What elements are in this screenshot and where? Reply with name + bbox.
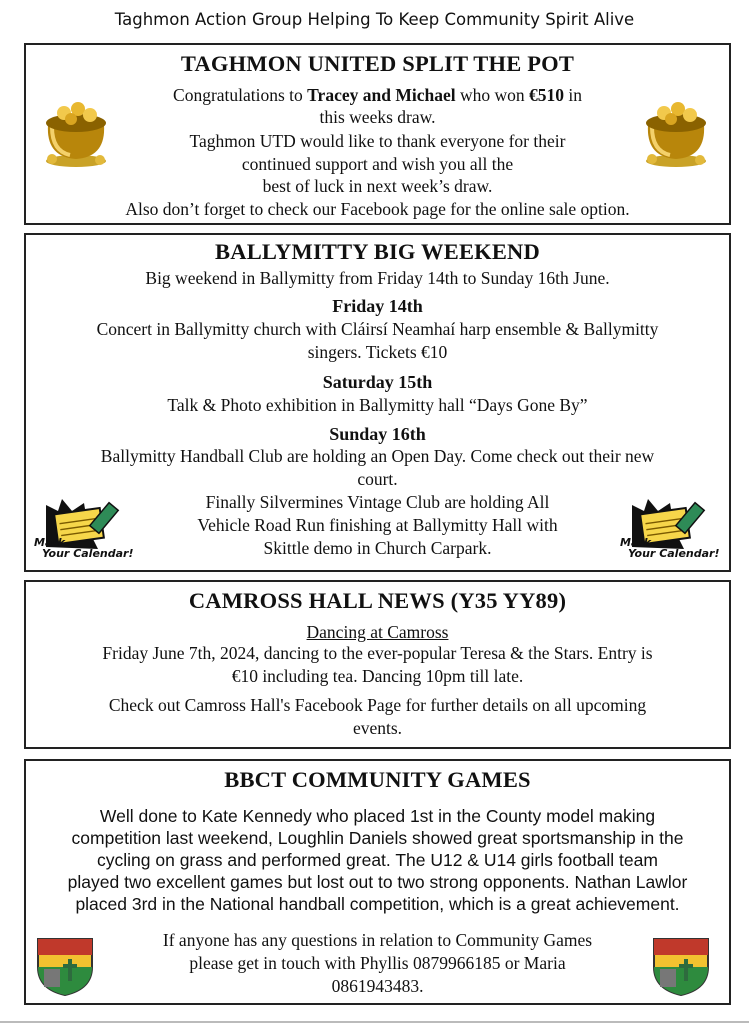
day-heading: Saturday 15th	[322, 372, 433, 392]
body-line: please get in touch with Phyllis 0879966185 or Maria	[189, 953, 566, 973]
ballymitty-section	[24, 233, 731, 572]
day-heading: Sunday 16th	[329, 424, 426, 444]
badge-text	[620, 537, 720, 559]
body-line: continued support and wish you all the	[241, 154, 514, 174]
body-line: Check out Camross Hall's Facebook Page for further details on all upcoming	[108, 695, 647, 715]
body-line: this weeks draw.	[319, 107, 436, 127]
body-line: competition last weekend, Loughlin Daniels showed great sportsmanship in the	[71, 828, 684, 848]
body-line: best of luck in next week’s draw.	[262, 176, 493, 196]
camross-hall-section	[24, 580, 731, 749]
day-heading: Friday 14th	[332, 296, 423, 316]
taghmon-united-section	[24, 43, 731, 225]
badge-line: Your Calendar!	[42, 547, 134, 560]
section-title: BALLYMITTY BIG WEEKEND	[215, 239, 540, 264]
mark-calendar-badge	[618, 497, 728, 567]
body-line: 0861943483.	[331, 976, 424, 996]
badge-line: Mark	[34, 536, 66, 549]
body-line: Skittle demo in Church Carpark.	[263, 538, 492, 558]
body-line: Well done to Kate Kennedy who placed 1st in the County model making	[99, 806, 656, 826]
section-title: TAGHMON UNITED SPLIT THE POT	[180, 51, 575, 76]
body-line: Vehicle Road Run finishing at Ballymitty Hall with	[197, 515, 558, 535]
community-games-section	[24, 759, 731, 1005]
body-line: If anyone has any questions in relation to Community Games	[162, 930, 593, 950]
pot-of-gold-icon	[40, 99, 112, 169]
body-line: played two excellent games but lost out to two strong opponents. Nathan Lawlor	[67, 872, 688, 892]
crest-icon	[650, 933, 712, 997]
section-subtitle: Dancing at Camross	[306, 622, 449, 642]
badge-line: Mark	[620, 536, 652, 549]
badge-text	[34, 537, 134, 559]
body-line: €10 including tea. Dancing 10pm till late.	[231, 666, 524, 686]
mark-calendar-badge	[32, 497, 142, 567]
body-line: Friday June 7th, 2024, dancing to the ever-popular Teresa & the Stars. Entry is	[102, 643, 653, 663]
text-fragment: Congratulations to	[173, 85, 308, 105]
pot-of-gold-icon	[640, 99, 712, 169]
body-line: Ballymitty Handball Club are holding an Open Day. Come check out their new	[100, 446, 655, 466]
body-line: placed 3rd in the National handball competition, which is a great achievement.	[75, 894, 680, 914]
text-fragment: who won	[455, 85, 529, 105]
body-line: singers. Tickets €10	[307, 342, 448, 362]
winners-name: Tracey and Michael	[307, 85, 456, 105]
congrats-line	[26, 85, 729, 106]
bottom-rule	[0, 1021, 749, 1023]
body-line: Concert in Ballymitty church with Cláirsí Neamhaí harp ensemble & Ballymitty	[96, 319, 659, 339]
section-title: CAMROSS HALL NEWS (Y35 YY89)	[188, 588, 567, 613]
body-line: court.	[357, 469, 398, 489]
prize-amount: €510	[528, 85, 564, 105]
crest-icon	[34, 933, 96, 997]
body-line: Talk & Photo exhibition in Ballymitty hall “Days Gone By”	[167, 395, 588, 415]
badge-line: Your Calendar!	[628, 547, 720, 560]
intro-line: Big weekend in Ballymitty from Friday 14th to Sunday 16th June.	[145, 268, 610, 288]
text-fragment: in	[563, 85, 582, 105]
body-line: Also don’t forget to check our Facebook page for the online sale option.	[125, 199, 630, 219]
body-line: Taghmon UTD would like to thank everyone for their	[189, 131, 566, 151]
section-title: BBCT COMMUNITY GAMES	[224, 767, 531, 792]
body-line: cycling on grass and performed great. The U12 & U14 girls football team	[97, 850, 658, 870]
body-line: Finally Silvermines Vintage Club are holding All	[205, 492, 550, 512]
body-line: events.	[352, 718, 403, 738]
page-header-title: Taghmon Action Group Helping To Keep Community Spirit Alive	[114, 10, 635, 29]
